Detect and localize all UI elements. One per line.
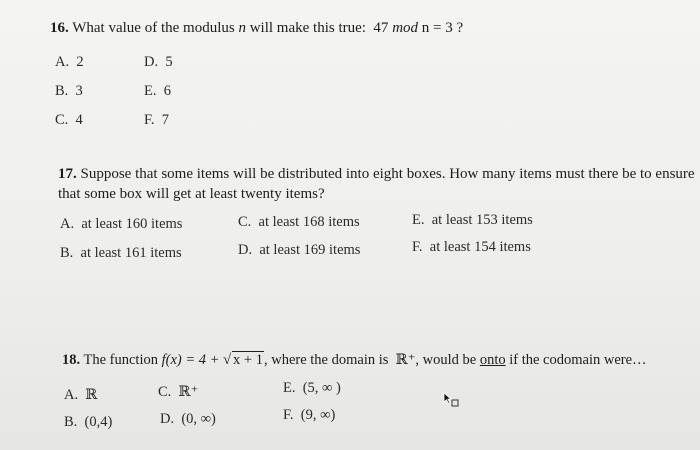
mouse-pointer-icon <box>443 392 459 408</box>
function-expression: f(x) = 4 + <box>161 352 224 368</box>
option-17-f[interactable]: F. at least 154 items <box>412 239 531 255</box>
radicand: x + 1 <box>233 352 263 368</box>
option-17-a[interactable]: A. at least 160 items <box>60 216 183 232</box>
option-18-c[interactable]: C. ℝ⁺ <box>158 384 199 400</box>
question-number: 17. <box>58 166 77 182</box>
question-number: 16. <box>50 20 69 36</box>
option-18-a[interactable]: A. ℝ <box>64 387 98 403</box>
question-17-line-2: that some box will get at least twenty items? <box>58 186 325 202</box>
option-17-d[interactable]: D. at least 169 items <box>238 242 361 258</box>
option-16-b[interactable]: B. 3 <box>55 83 83 99</box>
option-17-b[interactable]: B. at least 161 items <box>60 245 182 261</box>
question-17-text-1: Suppose that some items will be distributed into eight boxes. How many items must there be to ensure <box>80 166 695 182</box>
question-16-suffix: n = 3 ? <box>418 20 464 36</box>
question-16-middle: will make this true: 47 <box>245 20 393 36</box>
onto-word: onto <box>479 352 506 368</box>
variable-n: n <box>238 20 246 36</box>
square-root: √ x + 1 <box>223 352 263 368</box>
option-16-a[interactable]: A. 2 <box>55 54 84 70</box>
option-16-e[interactable]: E. 6 <box>144 83 171 99</box>
option-18-d[interactable]: D. (0, ∞) <box>160 411 216 427</box>
question-17-line-1 <box>58 166 695 183</box>
option-18-b[interactable]: B. (0,4) <box>64 414 113 430</box>
option-16-c[interactable]: C. 4 <box>55 112 83 128</box>
question-18-suffix: if the codomain were… <box>505 352 647 368</box>
question-18-prefix: The function <box>83 352 162 368</box>
question-18 <box>62 351 647 369</box>
question-16-prefix: What value of the modulus <box>72 20 239 36</box>
option-17-e[interactable]: E. at least 153 items <box>412 212 533 228</box>
option-18-e[interactable]: E. (5, ∞ ) <box>283 380 341 396</box>
option-17-c[interactable]: C. at least 168 items <box>238 214 360 230</box>
option-18-f[interactable]: F. (9, ∞) <box>283 407 336 423</box>
mod-operator: mod <box>392 20 419 36</box>
question-18-middle: , where the domain is ℝ⁺, would be <box>263 352 480 368</box>
question-16 <box>50 20 463 37</box>
option-16-f[interactable]: F. 7 <box>144 112 170 128</box>
option-16-d[interactable]: D. 5 <box>144 54 173 70</box>
question-number: 18. <box>62 352 81 368</box>
